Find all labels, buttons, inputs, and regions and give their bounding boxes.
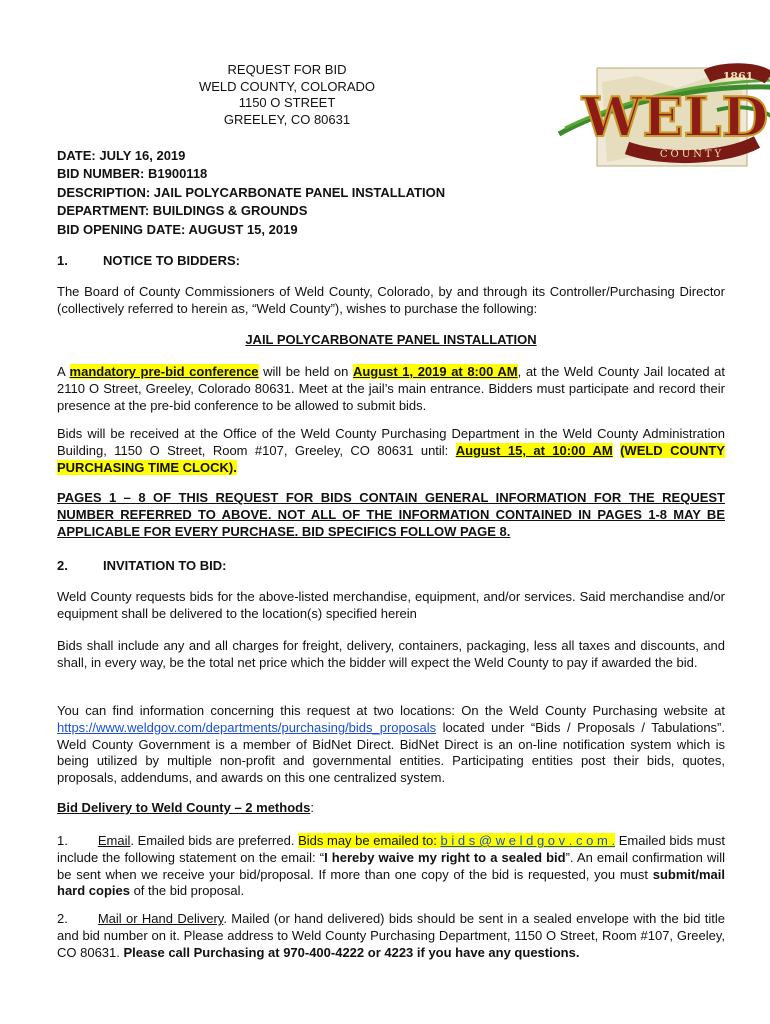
delivery-heading-colon: : [310, 800, 314, 815]
conference-date-highlight: August 1, 2019 at 8:00 AM [352, 364, 518, 379]
method-1-text-b: Emailed bids must include the following statement on the email: “ [57, 833, 725, 865]
delivery-method-mail [57, 911, 725, 961]
bids-email-link[interactable]: b i d s @ w e l d g o v . c o m . [440, 833, 616, 848]
invitation-paragraph: Weld County requests bids for the above-listed merchandise, equipment, and/or services. Said merchandise and/or equipment shall be delivered to the location(s) specified herein [57, 589, 725, 621]
weld-county-logo [557, 62, 770, 172]
bids-received-paragraph [57, 426, 725, 476]
section-1-number: 1. [57, 253, 68, 268]
method-1-label: Email [97, 833, 131, 848]
delivery-method-email [57, 833, 725, 900]
purchasing-website-link[interactable]: https://www.weldgov.com/departments/purchasing/bids_proposals [57, 719, 437, 735]
header-street: 1150 O STREET [238, 95, 336, 110]
delivery-heading [57, 800, 725, 817]
waiver-statement: I hereby waive my right to a sealed bid [324, 849, 566, 865]
method-2-number: 2. [57, 911, 68, 926]
prebid-text-a: A [57, 364, 70, 379]
logo-wordmark: WELD [581, 85, 769, 149]
method-1-text-c: ”. An email confirmation will be sent when we receive your bid/proposal. If more than one copy of the bid is requested, you must [57, 849, 725, 882]
bid-date: DATE: JULY 16, 2019 [57, 148, 186, 163]
info-text-b: located under “Bids / Proposals / Tabulations”. Weld County Government is a member of BidNet Direct. BidNet Direct is an on-line notification system which is being utilized by multiple non-profit and governmental entities. Participating entities post their bids, quotes, proposals, addendums, and awards on this one centralized system. [57, 719, 725, 786]
general-info-notice: PAGES 1 – 8 OF THIS REQUEST FOR BIDS CONTAIN GENERAL INFORMATION FOR THE REQUEST NUMBER REFERRED TO ABOVE. NOT ALL OF THE INFORMATION CONTAINED IN PAGES 1-8 MAY BE APPLICABLE FOR EVERY PURCHASE. BID SPECIFICS FOLLOW PAGE 8. [57, 490, 725, 539]
logo-county: COUNTY [659, 149, 725, 160]
method-2-text: . Mailed (or hand delivered) bids should be sent in a sealed envelope with the bid title and bid number on it. Please address to Weld County Purchasing Department, 1150 O Street, Room #107, Greeley, CO 80631. [57, 911, 725, 960]
prebid-text-b: will be held on [258, 364, 353, 379]
bid-opening-date: BID OPENING DATE: AUGUST 15, 2019 [57, 221, 298, 237]
hard-copies-text: submit/mail hard copies [57, 866, 725, 899]
prebid-paragraph [57, 364, 725, 414]
prebid-text-c: , at the Weld County Jail located at 2110 O Street, Greeley, Colorado 80631. Meet at the jail’s main entrance. Bidders must participate and record their presence at the pre-bid conference to be allowed to submit bids. [57, 364, 725, 413]
section-1-title: NOTICE TO BIDDERS: [103, 253, 240, 268]
section-2-number: 2. [57, 558, 68, 573]
section-2-heading [57, 558, 725, 573]
delivery-heading-text: Bid Delivery to Weld County – 2 methods [57, 800, 311, 815]
section-1-heading [57, 253, 725, 268]
logo-year: 1861 [722, 70, 754, 83]
bid-number: BID NUMBER: B1900118 [57, 166, 208, 182]
charges-paragraph: Bids shall include any and all charges for freight, delivery, containers, packaging, less all taxes and discounts, and shall, in every way, be the total net price which the bidder will expect the Weld County to pay if awarded the bid. [57, 638, 725, 670]
document-header [187, 62, 387, 128]
bid-description: DESCRIPTION: JAIL POLYCARBONATE PANEL INSTALLATION [57, 184, 446, 200]
mandatory-conference-highlight: mandatory pre-bid conference [69, 364, 259, 379]
header-city: GREELEY, CO 80631 [223, 111, 351, 127]
purchasing-phone-notice: Please call Purchasing at 970-400-4222 or 4223 if you have any questions. [123, 944, 580, 960]
info-text-a: You can find information concerning this request at two locations: On the Weld County Purchasing website at [57, 703, 725, 718]
method-1-text-d: of the bid proposal. [129, 883, 245, 899]
received-text: Bids will be received at the Office of the Weld County Purchasing Department in the Weld County Administration Building, 1150 O Street, Room #107, Greeley, CO 80631 until: [57, 426, 725, 458]
bid-department: DEPARTMENT: BUILDINGS & GROUNDS [57, 203, 308, 219]
email-highlight: Bids may be emailed to: [298, 833, 441, 848]
header-title: REQUEST FOR BID [227, 62, 347, 77]
method-1-number: 1. [57, 833, 68, 848]
time-clock-highlight: (WELD COUNTY PURCHASING TIME CLOCK). [57, 442, 725, 475]
project-title: JAIL POLYCARBONATE PANEL INSTALLATION [245, 332, 537, 347]
section-2-title: INVITATION TO BID: [103, 558, 227, 573]
deadline-highlight: August 15, at 10:00 AM [455, 442, 613, 458]
method-1-text-a: . Emailed bids are preferred. [130, 833, 299, 848]
bid-metadata [57, 147, 445, 239]
method-2-label: Mail or Hand Delivery [97, 911, 224, 926]
information-paragraph [57, 703, 725, 787]
notice-paragraph: The Board of County Commissioners of Weld County, Colorado, by and through its Controller/Purchasing Director (collectively referred to herein as, “Weld County”), wishes to purchase the following: [57, 284, 725, 316]
header-county: WELD COUNTY, COLORADO [198, 78, 375, 94]
